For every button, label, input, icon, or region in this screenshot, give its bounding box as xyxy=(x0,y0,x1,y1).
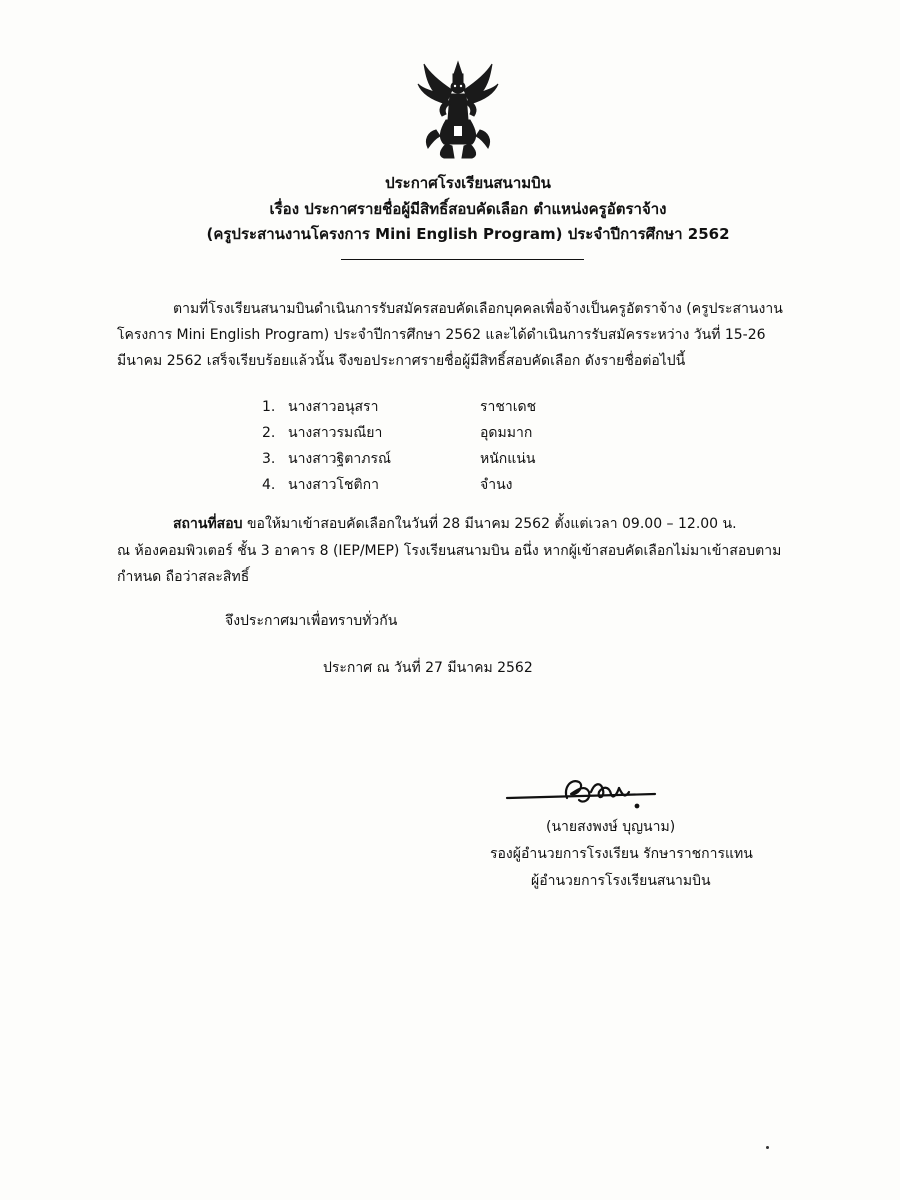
intro-paragraph-line-3: มีนาคม 2562 เสร็จเรียบร้อยแล้วนั้น จึงขอประกาศรายชื่อผู้มีสิทธิ์สอบคัดเลือก ดังรายชื่อต่อไปนี้ xyxy=(117,353,686,369)
document-title: ประกาศโรงเรียนสนามบิน xyxy=(385,174,551,192)
handwritten-signature-icon xyxy=(505,768,665,814)
scan-speck xyxy=(766,1146,769,1149)
item-number: 4. xyxy=(262,477,276,493)
list-item xyxy=(262,450,622,476)
candidate-last-name: หนักแน่น xyxy=(480,451,536,467)
list-item xyxy=(262,398,622,424)
venue-paragraph-line-3: กำหนด ถือว่าสละสิทธิ์ xyxy=(117,569,250,585)
signatory-position-2: ผู้อำนวยการโรงเรียนสนามบิน xyxy=(531,873,711,889)
candidate-last-name: ราชาเดช xyxy=(480,399,537,415)
candidate-first-name: นางสาวอนุสรา xyxy=(288,399,379,415)
venue-label: สถานที่สอบ xyxy=(173,516,243,532)
heading-underline xyxy=(341,259,584,260)
venue-paragraph-line-1 xyxy=(173,515,737,533)
candidate-first-name: นางสาวโชติกา xyxy=(288,477,379,493)
item-number: 1. xyxy=(262,399,276,415)
item-number: 2. xyxy=(262,425,276,441)
candidate-first-name: นางสาวฐิตาภรณ์ xyxy=(288,451,391,467)
signatory-position-1: รองผู้อำนวยการโรงเรียน รักษาราชการแทน xyxy=(490,846,753,862)
candidate-last-name: อุดมมาก xyxy=(480,425,533,441)
list-item xyxy=(262,424,622,450)
candidate-last-name: จำนง xyxy=(480,477,513,493)
document-subject-detail: (ครูประสานงานโครงการ Mini English Program) ประจำปีการศึกษา 2562 xyxy=(206,225,730,243)
garuda-emblem-icon xyxy=(410,60,506,160)
announcement-date: ประกาศ ณ วันที่ 27 มีนาคม 2562 xyxy=(323,660,533,676)
candidate-first-name: นางสาวรมณียา xyxy=(288,425,383,441)
signatory-name: (นายสงพงษ์ บุญนาม) xyxy=(546,819,676,835)
document-subject: เรื่อง ประกาศรายชื่อผู้มีสิทธิ์สอบคัดเลือก ตำแหน่งครูอัตราจ้าง xyxy=(269,200,667,218)
item-number: 3. xyxy=(262,451,276,467)
candidate-list xyxy=(262,398,622,502)
intro-paragraph-line-2: โครงการ Mini English Program) ประจำปีการศึกษา 2562 และได้ดำเนินการรับสมัครระหว่าง วันที่ 15-26 xyxy=(117,327,766,343)
intro-paragraph-line-1: ตามที่โรงเรียนสนามบินดำเนินการรับสมัครสอบคัดเลือกบุคคลเพื่อจ้างเป็นครูอัตราจ้าง (ครูประสานงาน xyxy=(173,301,783,317)
venue-text: ขอให้มาเข้าสอบคัดเลือกในวันที่ 28 มีนาคม 2562 ตั้งแต่เวลา 09.00 – 12.00 น. xyxy=(242,516,737,532)
venue-paragraph-line-2: ณ ห้องคอมพิวเตอร์ ชั้น 3 อาคาร 8 (IEP/MEP) โรงเรียนสนามบิน อนึ่ง หากผู้เข้าสอบคัดเลือกไม่มาเข้าสอบตาม xyxy=(117,543,782,559)
closing-statement: จึงประกาศมาเพื่อทราบทั่วกัน xyxy=(225,613,398,629)
list-item xyxy=(262,476,622,502)
